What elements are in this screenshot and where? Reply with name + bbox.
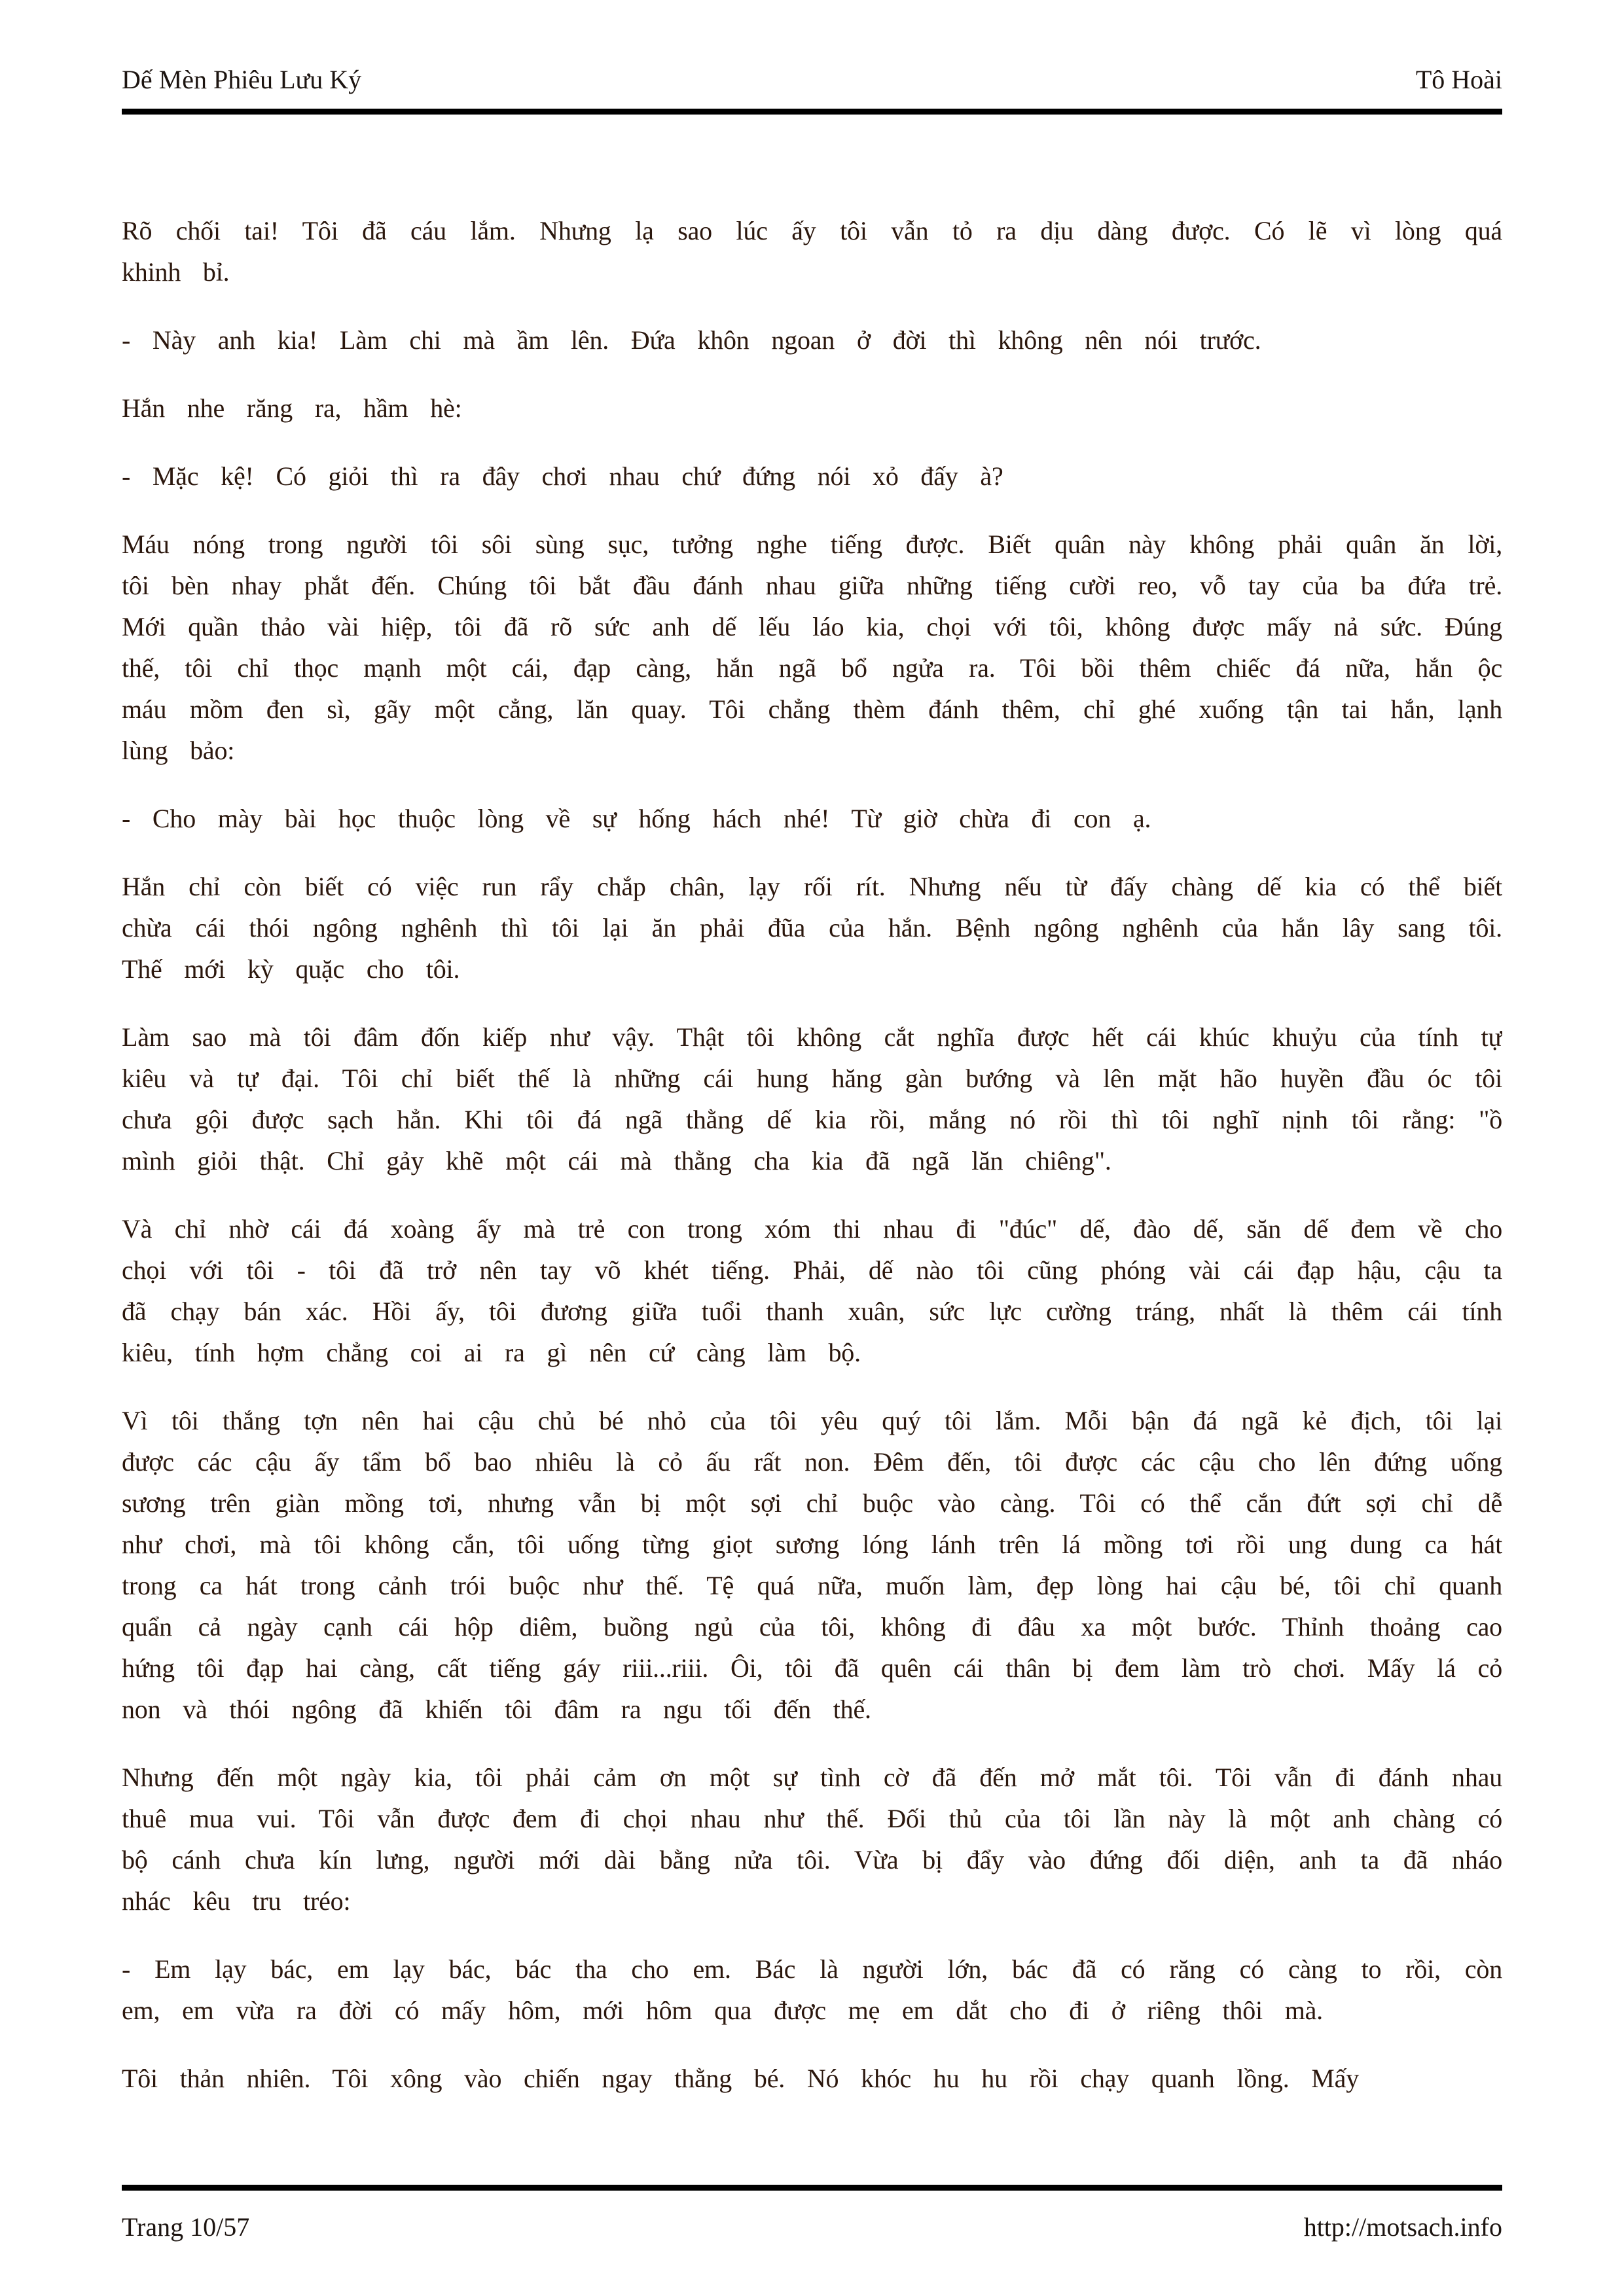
body-paragraph: Hắn nhe răng ra, hầm hè:: [122, 393, 462, 423]
body-paragraph: Tôi thản nhiên. Tôi xông vào chiến ngay thằng bé. Nó khóc hu hu rồi chạy quanh lồng. Mấy: [122, 2064, 1360, 2093]
page-header: [122, 0, 1502, 94]
dialogue-paragraph: - Này anh kia! Làm chi mà ầm lên. Đứa khôn ngoan ở đời thì không nên nói trước.: [122, 325, 1261, 355]
page-body: [122, 210, 1502, 2185]
page-footer: [122, 2185, 1502, 2242]
footer-row: [122, 2213, 1502, 2242]
body-paragraph: Nhưng đến một ngày kia, tôi phải cảm ơn một sự tình cờ đã đến mở mắt tôi. Tôi vẫn đi đánh nhau thuê mua vui. Tôi vẫn được đem đi chọi nhau như thế. Đối thủ của tôi lần này là một anh chàng có bộ cánh chưa kín lưng, người mới dài bằng nửa tôi. Vừa bị đẩy vào đứng đối diện, anh ta đã nháo nhác kêu tru tréo:: [122, 1763, 1502, 1916]
body-paragraph: Hắn chỉ còn biết có việc run rẩy chắp chân, lạy rối rít. Nhưng nếu từ đấy chàng dế kia có thể biết chừa cái thói ngông nghênh thì tôi lại ăn phải đũa của hắn. Bệnh ngông nghênh của hắn lây sang tôi. Thế mới kỳ quặc cho tôi.: [122, 872, 1502, 984]
body-paragraph: Và chỉ nhờ cái đá xoàng ấy mà trẻ con trong xóm thi nhau đi "đúc" dế, đào dế, săn dế đem về cho chọi với tôi - tôi đã trở nên tay võ khét tiếng. Phải, dế nào tôi cũng phóng vài cái đạp hậu, cậu ta đã chạy bán xác. Hồi ấy, tôi đương giữa tuổi thanh xuân, sức lực cường tráng, nhất là thêm cái tính kiêu, tính hợm chẳng coi ai ra gì nên cứ càng làm bộ.: [122, 1214, 1502, 1367]
dialogue-paragraph: - Mặc kệ! Có giỏi thì ra đây chơi nhau chứ đứng nói xỏ đấy à?: [122, 461, 1003, 491]
body-paragraph: Vì tôi thắng tợn nên hai cậu chủ bé nhỏ của tôi yêu quý tôi lắm. Mỗi bận đá ngã kẻ địch, tôi lại được các cậu ấy tẩm bổ bao nhiêu là cỏ ấu rất non. Đêm đến, tôi được các cậu cho lên đứng uống sương trên giàn mồng tơi, nhưng vẫn bị một sợi chỉ buộc vào càng. Tôi có thể cắn đứt sợi chỉ dễ như chơi, mà tôi không cắn, tôi uống từng giọt sương lóng lánh trên lá mồng tơi rồi ung dung ca hát trong ca hát trong cảnh trói buộc như thế. Tệ quá nữa, muốn làm, đẹp lòng hai cậu bé, tôi chỉ quanh quẩn cả ngày cạnh cái hộp diêm, buồng ngủ của tôi, không đi đâu xa một bước. Thỉnh thoảng cao hứng tôi đạp hai càng, cất tiếng gáy riii...riii. Ôi, tôi đã quên cái thân bị đem làm trò chơi. Mấy lá cỏ non và thói ngông đã khiến tôi đâm ra ngu tối đến thế.: [122, 1406, 1502, 1724]
body-paragraph: Rõ chối tai! Tôi đã cáu lắm. Nhưng lạ sao lúc ấy tôi vẫn tỏ ra dịu dàng được. Có lẽ vì lòng quá khinh bỉ.: [122, 216, 1502, 287]
source-url: http://motsach.info: [1303, 2212, 1502, 2242]
header-rule: [122, 109, 1502, 115]
dialogue-paragraph: - Em lạy bác, em lạy bác, bác tha cho em. Bác là người lớn, bác đã có răng có càng to rồi, còn em, em vừa ra đời có mấy hôm, mới hôm qua được mẹ em dắt cho đi ở riêng thôi mà.: [122, 1954, 1502, 2025]
body-paragraph: Máu nóng trong người tôi sôi sùng sục, tưởng nghe tiếng được. Biết quân này không phải quân ăn lời, tôi bèn nhay phắt đến. Chúng tôi bắt đầu đánh nhau giữa những tiếng cười reo, vỗ tay của ba đứa trẻ. Mới quần thảo vài hiệp, tôi đã rõ sức anh dế lếu láo kia, chọi với tôi, không được mấy nả sức. Đúng thế, tôi chỉ thọc mạnh một cái, đạp càng, hắn ngã bổ ngửa ra. Tôi bồi thêm chiếc đá nữa, hắn ộc máu mồm đen sì, gãy một cẳng, lăn quay. Tôi chẳng thèm đánh thêm, chỉ ghé xuống tận tai hắn, lạnh lùng bảo:: [122, 529, 1502, 765]
footer-rule: [122, 2185, 1502, 2191]
body-paragraph: Làm sao mà tôi đâm đốn kiếp như vậy. Thật tôi không cắt nghĩa được hết cái khúc khuỷu của tính tự kiêu và tự đại. Tôi chỉ biết thế là những cái hung hăng gàn bướng và lên mặt hão huyền đầu óc tôi chưa gội được sạch hẳn. Khi tôi đá ngã thằng dế kia rồi, mắng nó rồi thì tôi nghĩ nịnh tôi rằng: "ồ mình giỏi thật. Chỉ gảy khẽ một cái mà thằng cha kia đã ngã lăn chiêng".: [122, 1022, 1502, 1175]
book-title: Dế Mèn Phiêu Lưu Ký: [122, 65, 362, 94]
page-number: Trang 10/57: [122, 2212, 250, 2242]
author-name: Tô Hoài: [1415, 65, 1502, 94]
dialogue-paragraph: - Cho mày bài học thuộc lòng về sự hống hách nhé! Từ giờ chừa đi con ạ.: [122, 804, 1151, 833]
